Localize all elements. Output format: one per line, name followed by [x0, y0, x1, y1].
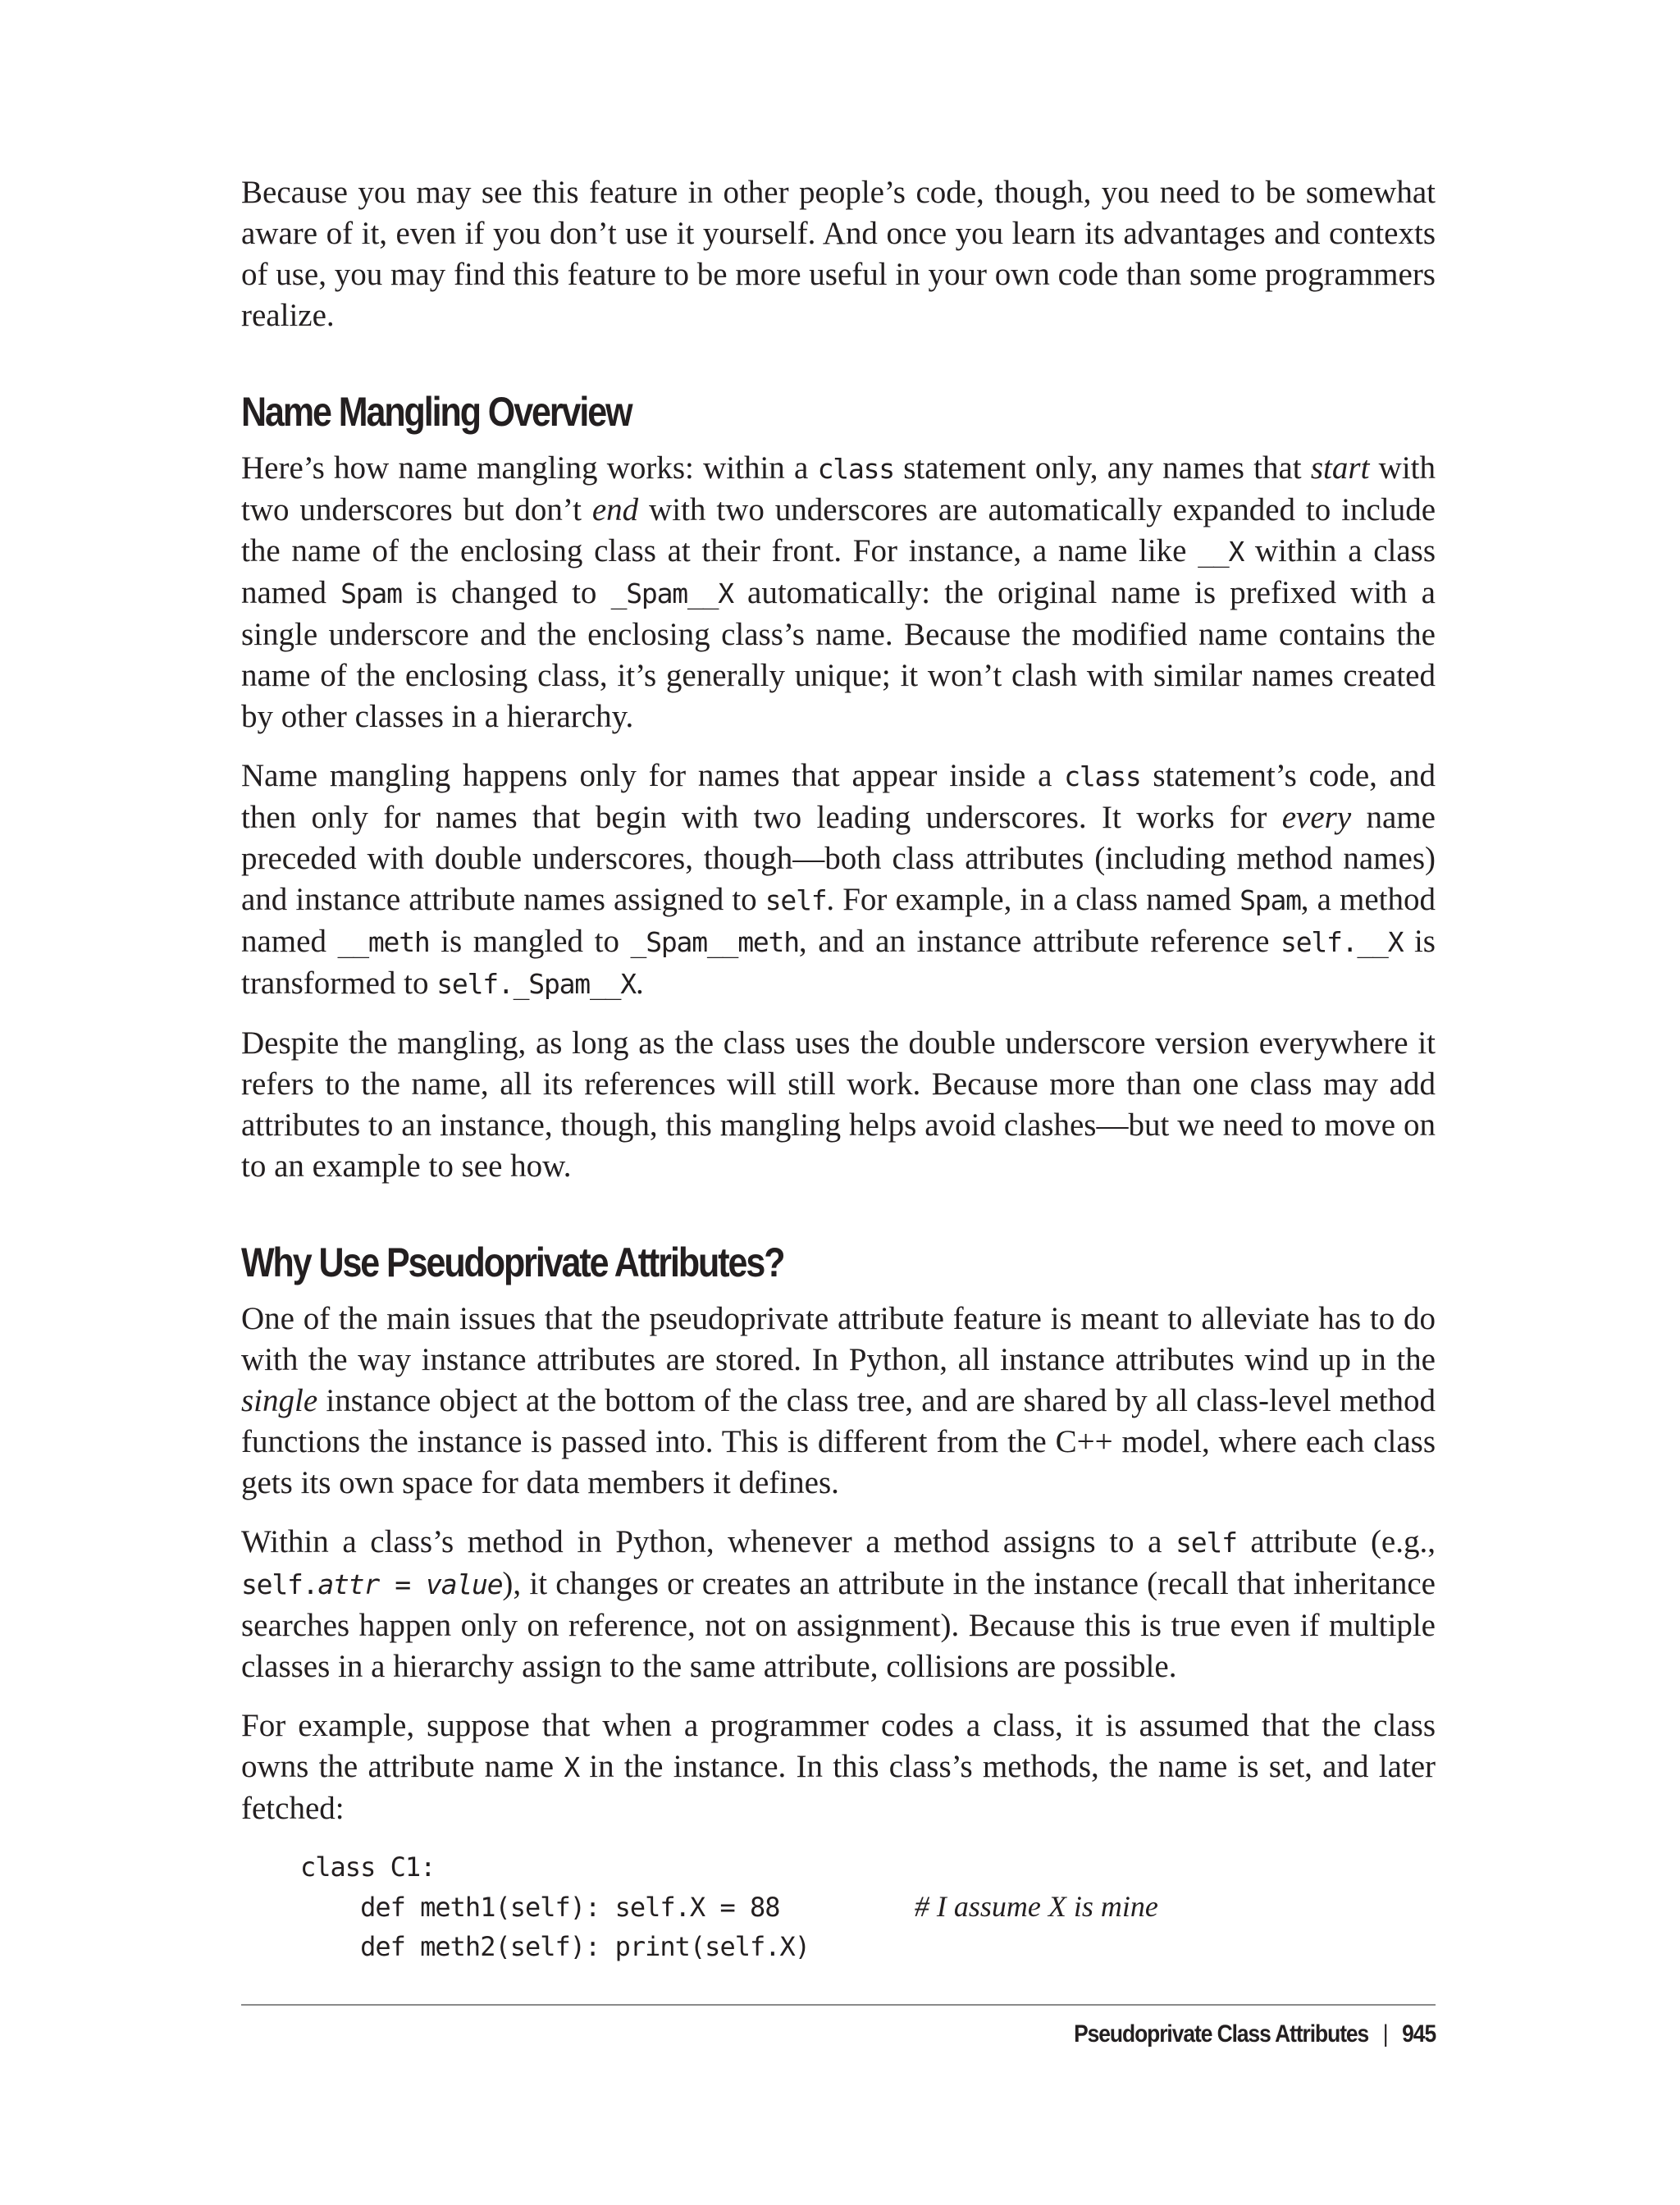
text: attribute (e.g., [1236, 1524, 1436, 1559]
text: Name mangling happens only for names that appear inside a [241, 758, 1065, 793]
text: with two underscores are automatically expanded to include the name of the enclosing class at their front. For instance, a name like [241, 492, 1436, 568]
code-padding [780, 1892, 915, 1923]
text: name preceded with double underscores, though—both class attributes (including method names) and instance attribute names assigned to [241, 800, 1436, 917]
running-title: Pseudoprivate Class Attributes [1074, 2020, 1369, 2048]
page-number: 945 [1402, 2020, 1436, 2048]
emphasis: single [241, 1383, 318, 1418]
inline-code: X [564, 1751, 580, 1783]
intro-paragraph: Because you may see this feature in other people’s code, though, you need to be somewhat aware of it, even if you don’t use it yourself. And once you learn its advantages and contexts of use, you may find this feature to be more useful in your own code than some programmers realize. [241, 175, 1436, 333]
page-footer [1074, 2018, 1436, 2051]
inline-code: __X [1198, 536, 1244, 568]
text: Here’s how name mangling works: within a [241, 450, 818, 486]
text: is transformed to [241, 924, 1436, 1001]
text: is mangled to [429, 924, 631, 959]
section-heading-why-pseudoprivate: Why Use Pseudoprivate Attributes? [241, 1239, 784, 1285]
code-placeholder: attr [317, 1568, 380, 1600]
section-heading-name-mangling: Name Mangling Overview [241, 389, 632, 435]
text: instance object at the bottom of the class tree, and are shared by all class-level method functions the instance is passed into. This is different from the C++ model, where each class gets its own space for data members it defines. [241, 1383, 1436, 1500]
name-mangling-paragraph-3: Despite the mangling, as long as the class uses the double underscore version everywhere it refers to the name, all its references will still work. Because more than one class may add attributes to an instance, though, this mangling helps avoid clashes—but we need to move on to an example to see how. [241, 1025, 1436, 1184]
text: is changed to [401, 575, 611, 610]
inline-code: Spam [340, 578, 402, 609]
inline-code: _Spam__X [610, 578, 733, 609]
text: Within a class’s method in Python, whenever a method assigns to a [241, 1524, 1176, 1559]
emphasis: every [1281, 800, 1352, 835]
inline-code [241, 1568, 502, 1600]
code-line: class C1: [300, 1851, 436, 1883]
emphasis: start [1310, 450, 1370, 486]
code-line [300, 1887, 1436, 1927]
text: statement only, any names that [893, 450, 1311, 486]
text: statement’s code, and then only for names that begin with two leading underscores. It works for [241, 758, 1436, 835]
pseudoprivate-paragraph-1 [241, 1299, 1436, 1504]
text: with two underscores but don’t [241, 450, 1436, 527]
inline-code: class [1064, 760, 1141, 792]
page-body [241, 172, 1436, 1966]
inline-code: self.__X [1281, 926, 1404, 958]
text: , a method named [241, 882, 1436, 959]
code-text: def meth1(self): self.X = 88 [300, 1892, 780, 1923]
footer-separator: | [1382, 2020, 1388, 2048]
text: ), it changes or creates an attribute in the instance (recall that inheritance searches happen only on reference, not on assignment). Because this is true even if multiple classes in a hierarchy assign to the same attribute, collisions are possible. [241, 1566, 1436, 1684]
inline-code: self [1176, 1527, 1237, 1559]
text: in the instance. In this class’s methods, the name is set, and later fetched: [241, 1749, 1436, 1826]
text: . For example, in a class named [826, 882, 1240, 917]
pseudoprivate-paragraph-3 [241, 1705, 1436, 1829]
pseudoprivate-paragraph-2 [241, 1522, 1436, 1687]
code-example [300, 1847, 1436, 1966]
text: For example, suppose that when a programmer codes a class, it is assumed that the class owns the attribute name [241, 1708, 1436, 1784]
code-line: def meth2(self): print(self.X) [300, 1931, 810, 1962]
name-mangling-paragraph-2 [241, 756, 1436, 1005]
text: within a class named [241, 533, 1436, 610]
name-mangling-paragraph-1 [241, 448, 1436, 737]
inline-code: class [817, 453, 894, 485]
inline-code: __meth [337, 926, 430, 958]
code-part: = [379, 1568, 427, 1600]
inline-code: Spam [1239, 884, 1301, 916]
footer-divider [241, 2004, 1436, 2006]
inline-code: _Spam__meth [630, 926, 799, 958]
text: One of the main issues that the pseudoprivate attribute feature is meant to alleviate has to do with the way instance attributes are stored. In Python, all instance attributes wind up in the [241, 1301, 1436, 1377]
text: , and an instance attribute reference [798, 924, 1281, 959]
code-part: self. [241, 1568, 318, 1600]
text: . [635, 966, 644, 1001]
code-comment: # I assume X is mine [914, 1890, 1158, 1923]
text: automatically: the original name is prefixed with a single underscore and the enclosing class’s name. Because the modified name contains the name of the enclosing class, it’s generally unique; it won’t clash with similar names created by other classes in a hierarchy. [241, 575, 1436, 734]
code-placeholder: value [426, 1568, 503, 1600]
inline-code: self [765, 884, 827, 916]
inline-code: self._Spam__X [436, 968, 636, 1000]
emphasis: end [591, 492, 639, 527]
